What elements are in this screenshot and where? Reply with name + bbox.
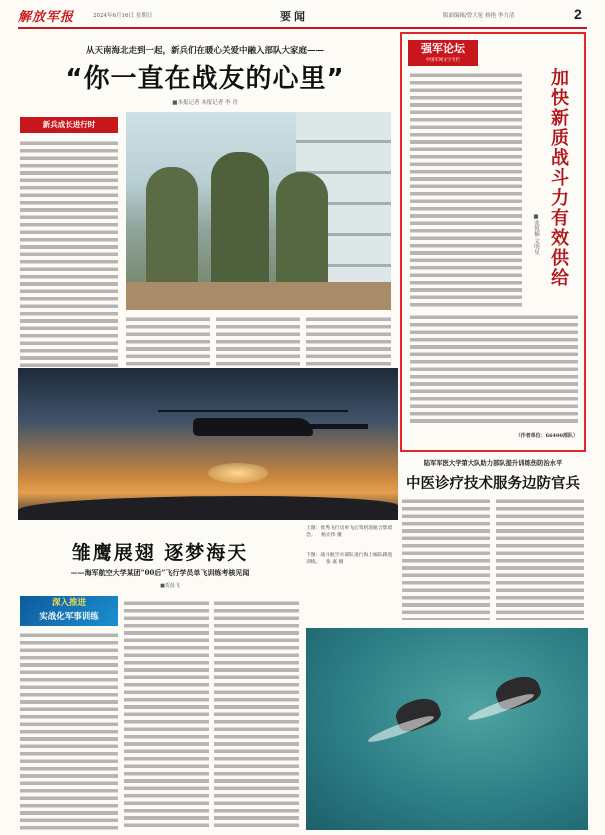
commentary-badge-label: 强军论坛 (421, 42, 465, 55)
tcm-story-text-column-2 (496, 498, 584, 620)
main-story-byline: ■本报记者 本报记者 李 青 (172, 100, 238, 106)
main-story-photo (126, 112, 391, 310)
rotor-blades (158, 410, 348, 412)
tcm-story-headline: 中医诊疗技术服务边防官兵 (406, 476, 580, 492)
photo-story-text-column-3 (214, 600, 299, 830)
hills (18, 496, 398, 520)
caption-1-text: 上图：优秀飞行员单飞后驾机返航合影留念。 (306, 526, 393, 538)
sun-glow (208, 463, 268, 483)
main-story-headline: “你一直在战友的心里” (65, 64, 345, 94)
page-editors: 版面编辑/曾大伦 杨艳 李力清 (443, 13, 515, 19)
training-tag-top: 深入推进 (51, 598, 86, 608)
training-tag-bottom: 实战化军事训练 (39, 612, 99, 622)
commentary-badge (408, 40, 478, 66)
soldier-figure-3 (276, 172, 328, 290)
photo-story-title: 雏鹰展翅 逐梦海天 (71, 542, 249, 564)
commentary-title: 加快新质战斗力有效供给 (548, 68, 569, 288)
masthead (18, 6, 588, 26)
column-tag (20, 117, 118, 133)
caption-2 (306, 552, 394, 566)
tcm-story-text-column-1 (402, 498, 490, 620)
tail-boom (308, 424, 368, 429)
photo-story-byline: ■贺晨飞 (160, 583, 180, 589)
issue-date: 2024年6月16日 星期日 (93, 13, 153, 19)
photo-story-subtitle: ——海军航空大学某团“00后”飞行学员单飞训练考核见闻 (70, 568, 250, 577)
commentary-author: ■张锐楠 文明星 (533, 214, 539, 255)
table (126, 282, 391, 310)
tcm-story-kicker: 陆军军医大学第大队助力部队提升训练伤防治水平 (423, 460, 563, 467)
commentary-text-upper (410, 72, 522, 308)
helicopter-silhouette (193, 418, 313, 436)
commentary-box (400, 32, 586, 452)
training-tag (20, 596, 118, 626)
photo-story-text-column-1 (20, 632, 118, 830)
caption-1 (306, 525, 394, 539)
header-rule (18, 27, 587, 29)
helicopter-photo (18, 368, 398, 520)
column-tag-label: 新兵成长进行时 (42, 120, 96, 129)
newspaper-logo: 解放军报 (18, 10, 75, 25)
boats-photo (306, 628, 588, 830)
caption-2-credit: 张 嘉 摄 (325, 560, 344, 565)
section-title: 要闻 (280, 11, 308, 23)
commentary-footer: （作者单位：66400部队） (515, 433, 578, 439)
commentary-badge-sub: 中国军网文字专栏 (425, 58, 461, 63)
soldier-figure-1 (146, 167, 198, 287)
photo-story-text-column-2 (124, 600, 209, 830)
caption-2-text: 下图：战斗航空兵部队进行海上编队跟进训练。 (306, 553, 393, 565)
commentary-text-lower (410, 314, 578, 426)
caption-1-credit: 杨宏伟 摄 (321, 533, 342, 538)
page-number: 2 (574, 6, 582, 22)
soldier-figure-2 (211, 152, 269, 287)
main-story-kicker: 从天南海北走到一起，新兵们在暖心关爱中融入部队大家庭—— (85, 46, 324, 56)
